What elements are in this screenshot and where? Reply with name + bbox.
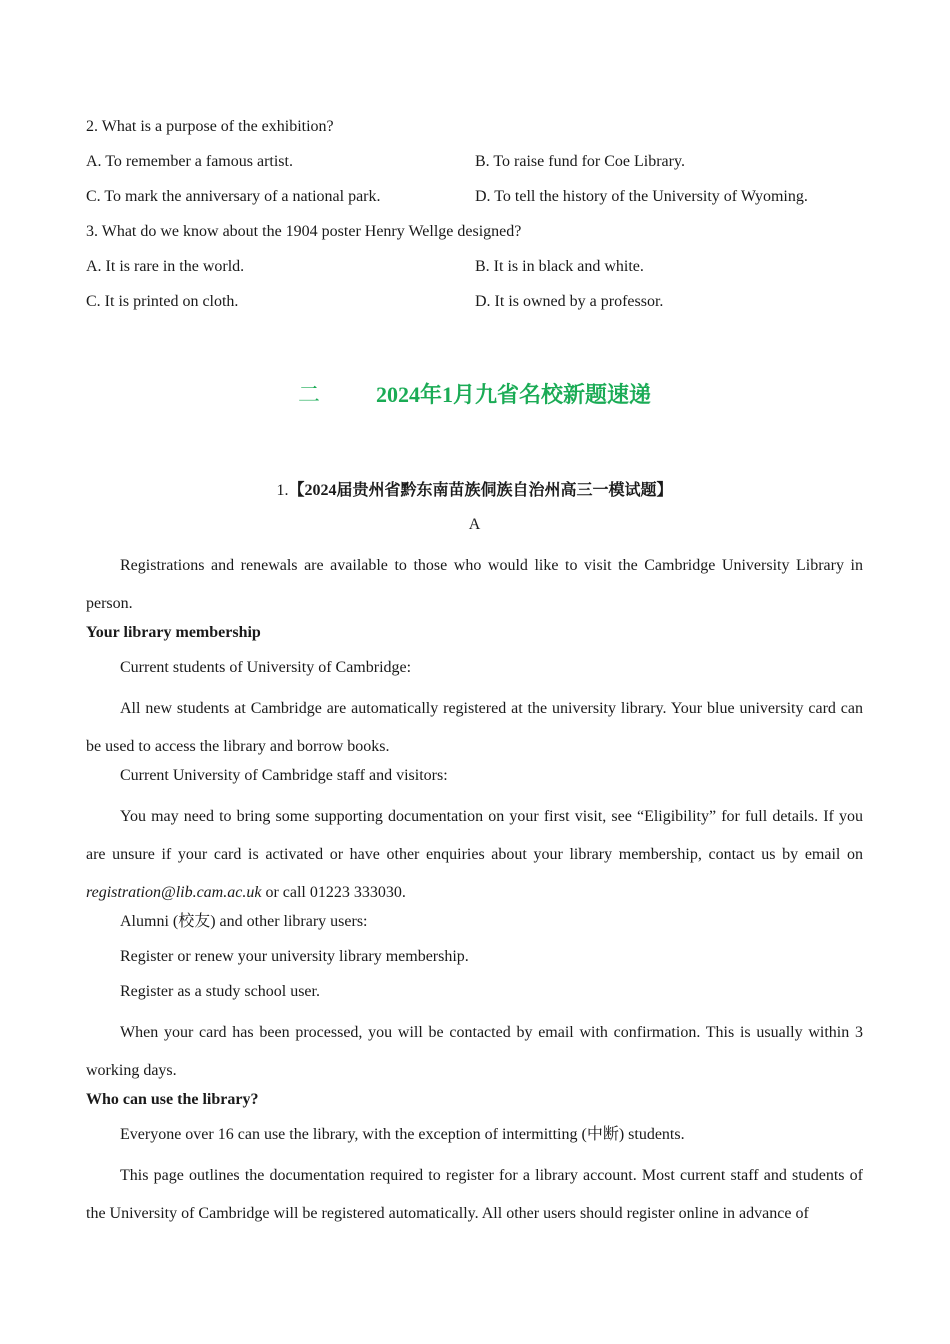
question-2-stem: 2. What is a purpose of the exhibition? [86, 118, 334, 135]
source-prefix: 1. [276, 482, 289, 499]
current-students-label: Current students of University of Cambridge: [120, 659, 412, 676]
section-title: 2024年1月九省名校新题速递 [376, 382, 652, 407]
question-2-options-row-1 [86, 149, 863, 184]
staff-paragraph [86, 798, 863, 912]
question-2-option-b: B. To raise fund for Coe Library. [475, 153, 685, 170]
question-3-stem: 3. What do we know about the 1904 poster Henry Wellge designed? [86, 223, 522, 240]
source-line [86, 477, 863, 512]
question-3-option-b: B. It is in black and white. [475, 258, 644, 275]
question-2-option-c: C. To mark the anniversary of a national park. [86, 188, 381, 205]
register-renew-line: Register or renew your university library membership. [120, 948, 469, 965]
staff-text-1: You may need to bring some supporting documentation on your first visit, see “Eligibility” for full details. If you are unsure if your card is activated or have other enquiries about your library membership, contact us by email on [86, 808, 863, 863]
email-link[interactable]: registration@lib.cam.ac.uk [86, 884, 262, 901]
register-study-line: Register as a study school user. [120, 983, 320, 1000]
question-2-options-row-2 [86, 184, 863, 219]
outline-paragraph: This page outlines the documentation required to register for a library account. Most current staff and students of the University of Cambridge will be registered automatically. All other users should register online in advance of [86, 1167, 863, 1222]
passage-letter: A [468, 516, 481, 533]
staff-visitors-label: Current University of Cambridge staff and visitors: [120, 767, 448, 784]
section-number: 二 [297, 382, 320, 407]
question-2-option-d: D. To tell the history of the University of Wyoming. [475, 188, 808, 205]
heading-who-can-use: Who can use the library? [86, 1091, 259, 1108]
students-paragraph: All new students at Cambridge are automatically registered at the university library. Your blue university card can be used to access the library and borrow books. [86, 700, 863, 755]
section-heading [86, 379, 863, 439]
question-3-options-row-2 [86, 289, 863, 324]
question-3-option-c: C. It is printed on cloth. [86, 293, 239, 310]
source-label: 【2024届贵州省黔东南苗族侗族自治州高三一模试题】 [288, 482, 673, 499]
card-processed-paragraph: When your card has been processed, you will be contacted by email with confirmation. This is usually within 3 working days. [86, 1024, 863, 1079]
question-2-option-a: A. To remember a famous artist. [86, 153, 293, 170]
question-3-option-a: A. It is rare in the world. [86, 258, 245, 275]
page-content [86, 114, 863, 1230]
question-3-options-row-1 [86, 254, 863, 289]
everyone-line: Everyone over 16 can use the library, with the exception of intermitting (中断) students. [120, 1126, 685, 1143]
passage-intro: Registrations and renewals are available to those who would like to visit the Cambridge University Library in person. [86, 557, 863, 612]
heading-library-membership: Your library membership [86, 624, 261, 641]
staff-text-2: or call 01223 333030. [261, 884, 406, 901]
question-3-option-d: D. It is owned by a professor. [475, 293, 664, 310]
alumni-label: Alumni (校友) and other library users: [120, 913, 368, 930]
